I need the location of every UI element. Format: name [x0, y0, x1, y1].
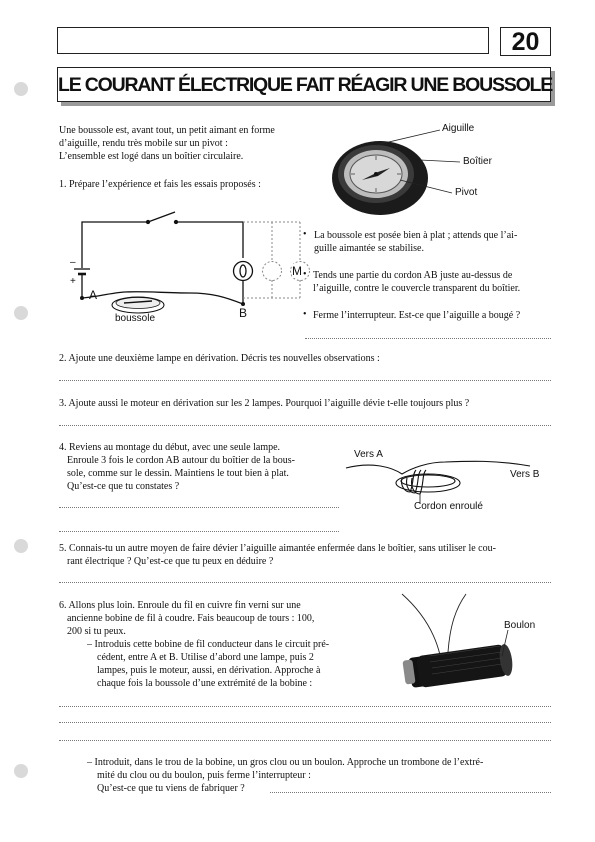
label-coil: Cordon enroulé: [414, 501, 483, 512]
question-5-line: rant électrique ? Qu’est-ce que tu peux en déduire ?: [67, 556, 274, 567]
question-5-line: 5. Connais-tu un autre moyen de faire dévier l’aiguille aimantée enfermée dans le boîtier, sans utiliser le cou-: [59, 543, 496, 554]
sheet-number: 20: [500, 27, 551, 56]
answer-line[interactable]: [59, 582, 551, 583]
question-6-line: ancienne bobine de fil à coudre. Fais beaucoup de tours : 100,: [67, 613, 315, 624]
question-4-line: sole, comme sur le dessin. Maintiens le tout bien à plat.: [67, 468, 289, 479]
motor-label: M: [292, 264, 302, 278]
bullet-3-line: Ferme l’interrupteur. Est-ce que l’aiguille a bougé ?: [313, 310, 521, 321]
question-6-sub-line: chaque fois la boussole d’une extrémité de la bobine :: [97, 678, 313, 689]
answer-line[interactable]: [270, 792, 551, 793]
intro-line: Une boussole est, avant tout, un petit aimant en forme: [59, 125, 275, 136]
intro-line: L’ensemble est logé dans un boîtier circulaire.: [59, 151, 244, 162]
bullet-2-line: l’aiguille, contre le couvercle transparent du boîtier.: [313, 283, 521, 294]
question-6-last-line: Qu’est-ce que tu viens de fabriquer ?: [97, 783, 245, 794]
question-3: 3. Ajoute aussi le moteur en dérivation sur les 2 lampes. Pourquoi l’aiguille dévie t-elle toujours plus ?: [59, 398, 470, 409]
answer-line[interactable]: [59, 706, 551, 707]
terminal-a: A: [89, 288, 98, 302]
battery-plus: +: [70, 276, 76, 287]
terminal-b: B: [239, 306, 248, 320]
label-to-a: Vers A: [354, 449, 383, 460]
bullet-1-line: guille aimantée se stabilise.: [314, 243, 424, 254]
question-6-line: 6. Allons plus loin. Enroule du fil en cuivre fin verni sur une: [59, 600, 301, 611]
label-pivot: Pivot: [455, 187, 478, 198]
bullet-dot: •: [303, 269, 307, 280]
bullet-2-line: Tends une partie du cordon AB juste au-dessus de: [313, 270, 513, 281]
label-case: Boîtier: [463, 156, 492, 167]
question-6-last-line: – Introduit, dans le trou de la bobine, un gros clou ou un boulon. Approche un trombone de l’extré-: [87, 757, 484, 768]
question-6-sub-line: cédent, entre A et B. Utilise d’abord une lampe, puis 2: [97, 652, 314, 663]
bobbin-photo: [390, 590, 520, 700]
question-6-sub-line: lampes, puis le moteur, aussi, en dérivation. Approche à: [97, 665, 321, 676]
question-4-line: 4. Reviens au montage du début, avec une seule lampe.: [59, 442, 281, 453]
question-2: 2. Ajoute une deuxième lampe en dérivation. Décris tes nouvelles observations :: [59, 353, 380, 364]
answer-line[interactable]: [59, 740, 551, 741]
question-1: 1. Prépare l’expérience et fais les essais proposés :: [59, 179, 261, 190]
compass-label: boussole: [115, 313, 156, 324]
question-6-last-line: mité du clou ou du boulon, puis ferme l’interrupteur :: [97, 770, 311, 781]
question-6-sub-line: – Introduis cette bobine de fil conducteur dans le circuit pré-: [87, 639, 330, 650]
answer-line[interactable]: [59, 722, 551, 723]
label-needle: Aiguille: [442, 123, 475, 134]
label-bolt: Boulon: [504, 620, 536, 631]
page-title: LE COURANT ÉLECTRIQUE FAIT RÉAGIR UNE BOUSSOLE: [57, 67, 551, 102]
bullet-dot: •: [303, 229, 307, 240]
battery-minus: –: [70, 257, 76, 268]
intro-line: d’aiguille, rendu très mobile sur un pivot :: [59, 138, 228, 149]
question-6-line: 200 si tu peux.: [67, 626, 126, 637]
question-4-line: Enroule 3 fois le cordon AB autour du boîtier de la bous-: [67, 455, 296, 466]
bullet-1-line: La boussole est posée bien à plat ; attends que l’ai-: [314, 230, 518, 241]
bullet-dot: •: [303, 309, 307, 320]
question-4-line: Qu’est-ce que tu constates ?: [67, 481, 180, 492]
label-to-b: Vers B: [510, 469, 540, 480]
